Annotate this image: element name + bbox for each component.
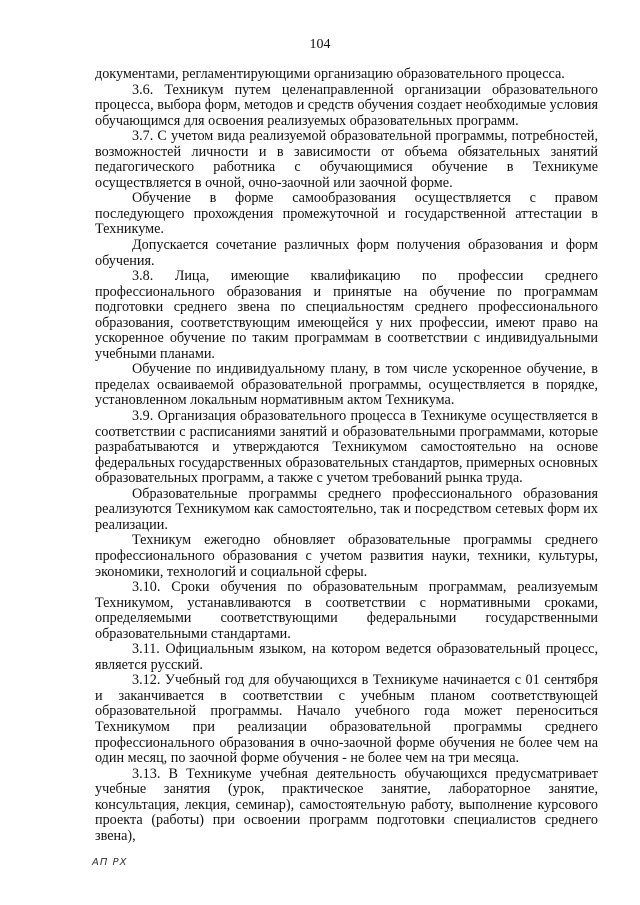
paragraph-combined-forms: Допускается сочетание различных форм получения образования и форм обучения. bbox=[95, 237, 598, 269]
paragraph-self-education: Обучение в форме самообразования осуществляется с правом последующего прохождения промежуточной и государственной аттестации в Техникуме. bbox=[95, 190, 598, 238]
footer-mark: АП РХ bbox=[92, 857, 128, 868]
paragraph-3-10: 3.10. Сроки обучения по образовательным программам, реализуемым Техникумом, устанавливаются в соответствии с нормативными сроками, определяемыми соответствующими федеральными государственными образовательными стандартами. bbox=[95, 579, 598, 642]
page-number: 104 bbox=[309, 37, 331, 52]
paragraph-3-12: 3.12. Учебный год для обучающихся в Техникуме начинается с 01 сентября и заканчивается в соответствии с учебным планом соответствующей образовательной программы. Начало учебного года может переноситься Техникумом при реализации образовательной программы среднего профессионального образования в очно-заочной форме обучения не более чем на один месяц, по заочной форме обучения - не более чем на три месяца. bbox=[95, 672, 598, 767]
paragraph-3-7: 3.7. С учетом вида реализуемой образовательной программы, потребностей, возможностей личности и в зависимости от объема обязательных занятий педагогического работника с обучающимися обучение в Техникуме осуществляется в очной, очно-заочной или заочной форме. bbox=[95, 128, 598, 191]
paragraph-network-forms: Образовательные программы среднего профессионального образования реализуются Техникумом как самостоятельно, так и посредством сетевых форм их реализации. bbox=[95, 485, 598, 533]
document-body bbox=[95, 67, 598, 844]
paragraph-3-11: 3.11. Официальным языком, на котором ведется образовательный процесс, является русский. bbox=[95, 641, 598, 673]
paragraph-3-13: 3.13. В Техникуме учебная деятельность обучающихся предусматривает учебные занятия (урок, практическое занятие, лабораторное занятие, консультация, лекция, семинар), самостоятельную работу, выполнение курсового проекта (работы) при освоении программ подготовки специалистов среднего звена), bbox=[95, 765, 598, 844]
paragraph-annual-update: Техникум ежегодно обновляет образовательные программы среднего профессионального образования с учетом развития науки, техники, культуры, экономики, технологий и социальной сферы. bbox=[95, 532, 598, 580]
paragraph-3-9: 3.9. Организация образовательного процесса в Техникуме осуществляется в соответствии с расписаниями занятий и образовательными программами, которые разрабатываются и утверждаются Техникумом самостоятельно на основе федеральных государственных образовательных стандартов, примерных основных образовательных программ, а также с учетом требований рынка труда. bbox=[95, 408, 598, 487]
paragraph-continuation: документами, регламентирующими организацию образовательного процесса. bbox=[95, 66, 565, 82]
paragraph-3-8: 3.8. Лица, имеющие квалификацию по профессии среднего профессионального образования и принятые на обучение по программам подготовки среднего звена по специальностям среднего профессионального образования, соответствующим имеющейся у них профессии, имеют право на ускоренное обучение по таким программам в соответствии с индивидуальными учебными планами. bbox=[95, 268, 598, 362]
paragraph-3-6: 3.6. Техникум путем целенаправленной организации образовательного процесса, выбора форм, методов и средств обучения создает необходимые условия обучающимся для освоения реализуемых образовательных программ. bbox=[95, 81, 598, 129]
paragraph-individual-plan: Обучение по индивидуальному плану, в том числе ускоренное обучение, в пределах осваиваемой образовательной программы, осуществляется в порядке, установленном локальным нормативным актом Техникума. bbox=[95, 361, 598, 409]
